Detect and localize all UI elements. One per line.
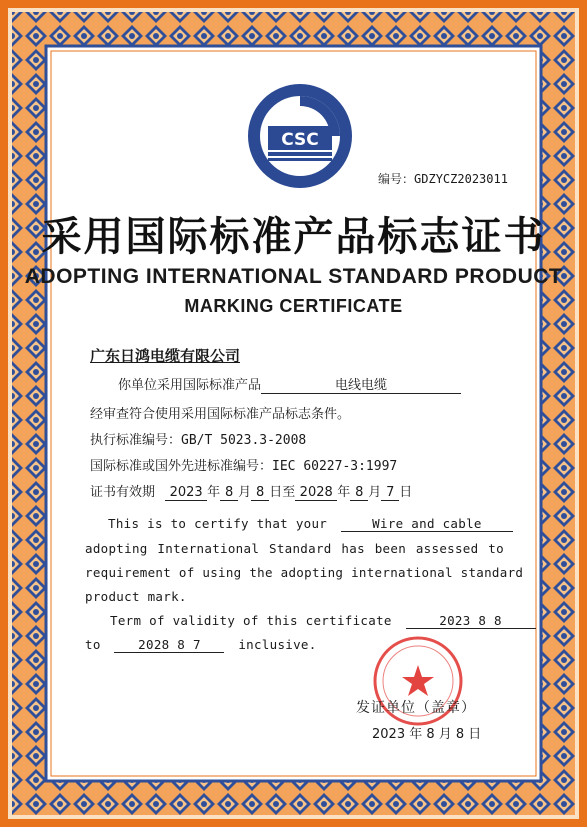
product-value: 电线电缆 <box>261 374 461 394</box>
exec-standard-value: GB/T 5023.3-2008 <box>181 433 307 448</box>
en-term-from: 2023 8 8 <box>406 613 536 629</box>
csc-logo <box>246 82 354 190</box>
intl-standard-value: IEC 60227-3:1997 <box>272 459 398 474</box>
logo-text: CSC <box>281 130 319 150</box>
en-term-label: Term of validity of this certificate <box>110 613 392 628</box>
en-line3: requirement of using the adopting international standard <box>85 565 524 580</box>
certificate-number-label: 编号： <box>378 172 415 186</box>
to-day: 7 <box>381 485 399 501</box>
en-term-to-line <box>85 637 317 653</box>
company-name: 广东日鸿电缆有限公司 <box>90 347 241 365</box>
title-english-line1: ADOPTING INTERNATIONAL STANDARD PRODUCT <box>24 265 563 288</box>
from-year: 2023 <box>165 485 207 501</box>
intl-standard-label: 国际标准或国外先进标准编号： <box>90 459 273 474</box>
en-product: Wire and cable <box>341 516 513 532</box>
unit-month-2: 月 <box>368 485 382 500</box>
to-month: 8 <box>350 485 368 501</box>
from-month: 8 <box>220 485 238 501</box>
en-line1-prefix: This is to certify that your <box>108 516 328 531</box>
unit-year: 年 <box>207 485 221 500</box>
validity-label: 证书有效期 <box>90 485 156 500</box>
unit-day: 日 <box>269 485 283 500</box>
to-year: 2028 <box>295 485 337 501</box>
from-day: 8 <box>251 485 269 501</box>
issue-date: 2023 年 8 月 8 日 <box>372 727 482 742</box>
product-line <box>118 374 461 394</box>
unit-to: 至 <box>282 485 296 500</box>
unit-year-2: 年 <box>337 485 351 500</box>
issuer-label: 发证单位（盖章） <box>356 700 476 716</box>
exec-standard <box>90 429 306 448</box>
product-prefix: 你单位采用国际标准产品 <box>118 378 262 393</box>
en-line4: product mark. <box>85 589 187 604</box>
exec-standard-label: 执行标准编号： <box>90 433 182 448</box>
validity-line <box>90 481 412 501</box>
en-inclusive: inclusive. <box>238 637 317 652</box>
en-to-label: to <box>85 637 101 652</box>
unit-month: 月 <box>238 485 252 500</box>
en-line2: adopting International Standard has been assessed to <box>85 541 504 556</box>
intl-standard <box>90 455 397 474</box>
en-line1 <box>108 516 513 532</box>
certificate-number <box>378 170 508 187</box>
review-text: 经审查符合使用采用国际标准产品标志条件。 <box>90 407 351 422</box>
title-english-line2: MARKING CERTIFICATE <box>184 296 403 316</box>
title-chinese: 采用国际标准产品标志证书 <box>41 214 546 260</box>
certificate-number-value: GDZYCZ2023011 <box>414 172 508 186</box>
unit-day-2: 日 <box>399 485 413 500</box>
en-term-line <box>110 613 536 629</box>
en-term-to: 2028 8 7 <box>114 637 224 653</box>
